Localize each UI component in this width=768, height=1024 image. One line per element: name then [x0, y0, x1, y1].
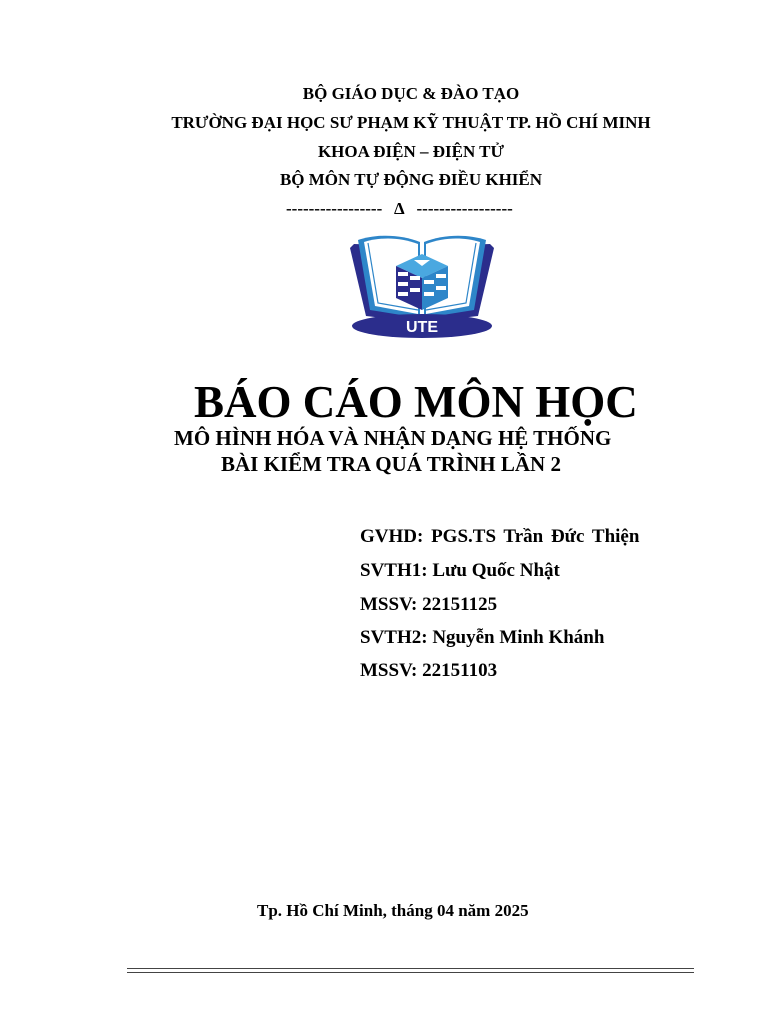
report-title: BÁO CÁO MÔN HỌC: [194, 377, 638, 427]
university-heading: TRƯỜNG ĐẠI HỌC SƯ PHẠM KỸ THUẬT TP. HỒ CHÍ MINH: [171, 113, 651, 132]
student1-name: SVTH1: Lưu Quốc Nhật: [360, 560, 560, 581]
supervisor-line: GVHD: PGS.TS Trần Đức Thiện: [360, 526, 640, 547]
bottom-double-rule: [127, 968, 694, 973]
ute-book-logo-icon: [348, 232, 496, 340]
header-separator: ----------------- Δ -----------------: [286, 199, 513, 218]
course-subtitle: MÔ HÌNH HÓA VÀ NHẬN DẠNG HỆ THỐNG: [174, 426, 612, 450]
student1-id: MSSV: 22151125: [360, 594, 498, 615]
place-date-footer: Tp. Hồ Chí Minh, tháng 04 năm 2025: [257, 901, 529, 920]
assignment-subtitle: BÀI KIỂM TRA QUÁ TRÌNH LẦN 2: [221, 452, 561, 476]
department-heading: BỘ MÔN TỰ ĐỘNG ĐIỀU KHIỂN: [279, 170, 543, 189]
logo-text: UTE: [406, 319, 438, 336]
faculty-heading: KHOA ĐIỆN – ĐIỆN TỬ: [317, 142, 505, 161]
ministry-heading: BỘ GIÁO DỤC & ĐÀO TẠO: [302, 84, 520, 103]
student2-name: SVTH2: Nguyễn Minh Khánh: [360, 627, 605, 648]
student2-id: MSSV: 22151103: [360, 660, 498, 681]
